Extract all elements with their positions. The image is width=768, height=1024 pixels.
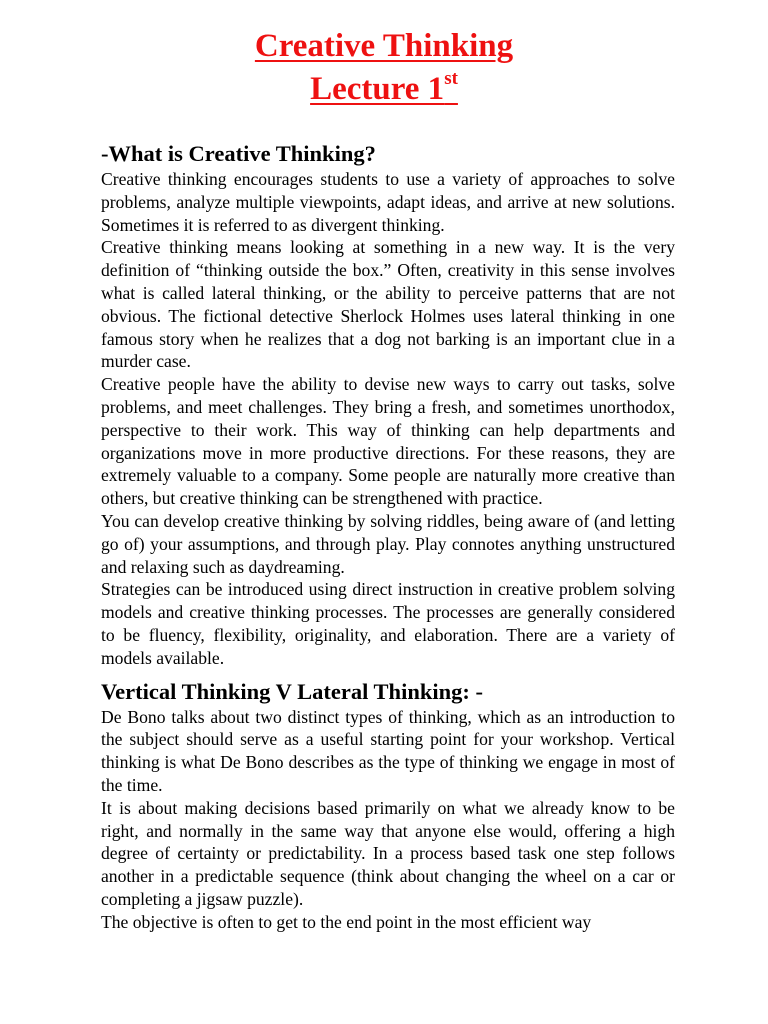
title-line-1: Creative Thinking (254, 28, 514, 64)
lecture-subtitle (0, 70, 768, 108)
paragraph: It is about making decisions based primarily on what we already know to be right, and normally in the same way that anyone else would, offering a high degree of certainty or predictability. In a process based task one step follows another in a predictable sequence (think about changing the wheel on a car or completing a jigsaw puzzle). (101, 797, 675, 909)
lecture-label: Lecture 1 (310, 71, 445, 107)
section-heading-creative-thinking: -What is Creative Thinking? (101, 141, 376, 166)
section-heading-vertical-vs-lateral: Vertical Thinking V Lateral Thinking: - (101, 678, 483, 704)
document-title (0, 27, 768, 65)
paragraph: The objective is often to get to the end point in the most efficient way (101, 911, 592, 932)
paragraph: Creative thinking encourages students to use a variety of approaches to solve problems, analyze multiple viewpoints, adapt ideas, and arrive at new solutions. Sometimes it is referred to as divergent thinking. (101, 169, 675, 235)
paragraph: Creative people have the ability to devise new ways to carry out tasks, solve problems, and meet challenges. They bring a fresh, and sometimes unorthodox, perspective to their work. This way of thinking can help departments and organizations move in more productive directions. For these reasons, they are extremely valuable to a company. Some people are naturally more creative than others, but creative thinking can be strengthened with practice. (101, 374, 675, 509)
paragraph: Strategies can be introduced using direct instruction in creative problem solving models and creative thinking processes. The processes are generally considered to be fluency, flexibility, originality, and elaboration. There are a variety of models available. (101, 579, 675, 668)
document-body (101, 140, 675, 934)
paragraph: De Bono talks about two distinct types of thinking, which as an introduction to the subject should serve as a useful starting point for your workshop. Vertical thinking is what De Bono describes as the type of thinking we engage in most of the time. (101, 706, 675, 795)
lecture-ordinal-suffix: st (444, 68, 458, 89)
paragraph: Creative thinking means looking at something in a new way. It is the very definition of “thinking outside the box.” Often, creativity in this sense involves what is called lateral thinking, or the ability to perceive patterns that are not obvious. The fictional detective Sherlock Holmes uses lateral thinking in one famous story when he realizes that a dog not barking is an important clue in a murder case. (101, 237, 675, 372)
paragraph: You can develop creative thinking by solving riddles, being aware of (and letting go of) your assumptions, and through play. Play connotes anything unstructured and relaxing such as daydreaming. (101, 510, 675, 577)
